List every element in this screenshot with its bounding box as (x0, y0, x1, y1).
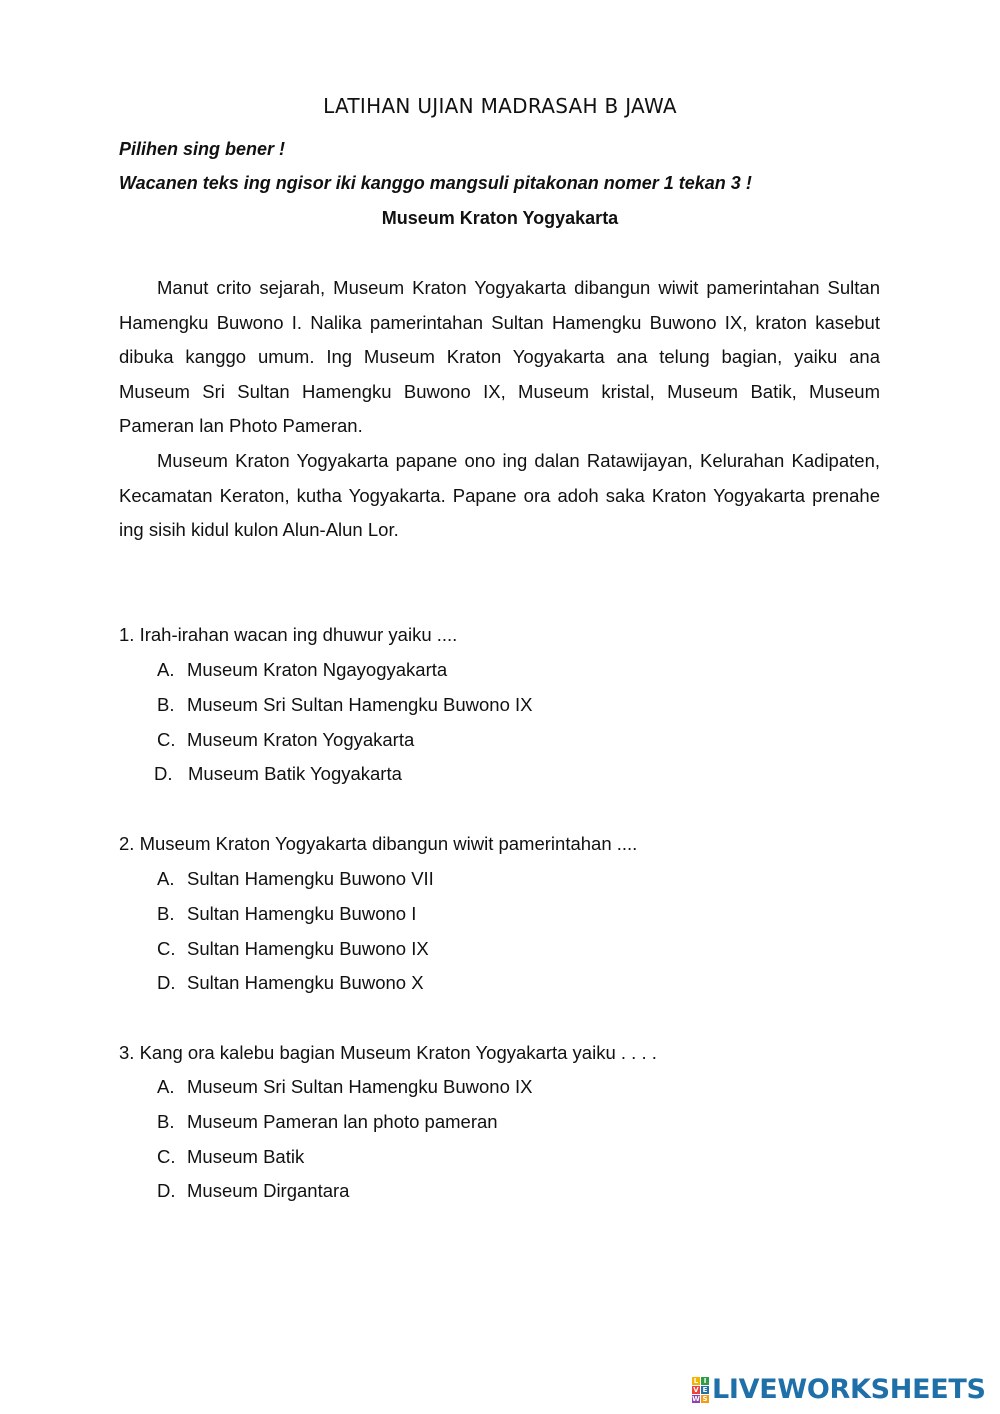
option-text: Museum Sri Sultan Hamengku Buwono IX (187, 1076, 533, 1097)
option-letter: D. (157, 972, 176, 994)
logo-cell: I (701, 1377, 709, 1385)
logo-cell: L (693, 1376, 699, 1385)
passage-paragraph: Museum Kraton Yogyakarta papane ono ing dalan Ratawijayan, Kelurahan Kadipaten, Kecamatan Keraton, kutha Yogyakarta. Papane ora adoh saka Kraton Yogyakarta prenahe ing sisih kidul kulon Alun-Alun Lor. (119, 450, 880, 540)
option-text: Sultan Hamengku Buwono VII (187, 868, 434, 889)
option-3c[interactable] (157, 1140, 533, 1175)
option-letter: A. (157, 868, 175, 889)
option-text: Museum Dirgantara (187, 1180, 350, 1202)
option-letter: D. (154, 763, 173, 785)
option-1d[interactable] (154, 757, 533, 792)
option-letter: A. (157, 659, 175, 680)
option-2c[interactable] (157, 932, 434, 967)
option-letter: C. (157, 937, 176, 959)
logo-cell: W (692, 1394, 700, 1403)
option-letter: B. (157, 1110, 175, 1132)
option-text: Museum Batik Yogyakarta (188, 763, 402, 785)
option-letter: B. (157, 902, 175, 924)
question-1-options (154, 653, 533, 792)
option-text: Sultan Hamengku Buwono I (187, 902, 417, 924)
option-text: Museum Batik (187, 1145, 305, 1167)
question-3: 3. Kang ora kalebu bagian Museum Kraton Yogyakarta yaiku . . . . (119, 1042, 657, 1063)
option-letter: B. (157, 693, 175, 715)
option-letter: D. (157, 1180, 176, 1202)
passage-paragraph: Manut crito sejarah, Museum Kraton Yogyakarta dibangun wiwit pamerintahan Sultan Hamengku Buwono I. Nalika pamerintahan Sultan Hamengku Buwono IX, kraton kasebut dibuka kanggo umum. Ing Museum Kraton Yogyakarta ana telung bagian, yaiku ana Museum Sri Sultan Hamengku Buwono IX, Museum kristal, Museum Batik, Museum Pameran lan Photo Pameran. (119, 277, 880, 436)
instruction-read: Wacanen teks ing ngisor iki kanggo mangsuli pitakonan nomer 1 tekan 3 ! (119, 173, 752, 193)
option-letter: C. (157, 728, 176, 750)
option-text: Sultan Hamengku Buwono IX (187, 937, 429, 959)
option-3a[interactable] (157, 1070, 533, 1105)
option-text: Museum Pameran lan photo pameran (187, 1110, 498, 1132)
option-1a[interactable] (157, 653, 533, 688)
option-2a[interactable] (157, 862, 434, 897)
logo-cell: E (702, 1385, 708, 1394)
option-1c[interactable] (157, 723, 533, 758)
instruction-choose: Pilihen sing bener ! (119, 139, 286, 159)
option-3d[interactable] (157, 1174, 533, 1209)
question-1: 1. Irah-irahan wacan ing dhuwur yaiku .... (119, 624, 458, 645)
option-2b[interactable] (157, 897, 434, 932)
logo-cell: V (693, 1385, 699, 1394)
option-text: Museum Sri Sultan Hamengku Buwono IX (187, 693, 533, 715)
option-3b[interactable] (157, 1105, 533, 1140)
option-1b[interactable] (157, 688, 533, 723)
option-text: Museum Kraton Yogyakarta (187, 728, 415, 750)
brand-name: LIVEWORKSHEETS (712, 1374, 986, 1405)
question-3-options (157, 1070, 533, 1209)
question-2-options (157, 862, 434, 1001)
question-2: 2. Museum Kraton Yogyakarta dibangun wiwit pamerintahan .... (119, 833, 638, 854)
option-text: Sultan Hamengku Buwono X (187, 972, 424, 994)
liveworksheets-logo[interactable] (692, 1374, 986, 1405)
page-title: LATIHAN UJIAN MADRASAH B JAWA (323, 94, 677, 118)
option-letter: A. (157, 1076, 175, 1097)
logo-cell: S (702, 1394, 708, 1403)
logo-mark-icon (692, 1377, 709, 1403)
option-letter: C. (157, 1145, 176, 1167)
passage-title: Museum Kraton Yogyakarta (381, 208, 619, 228)
option-2d[interactable] (157, 966, 434, 1001)
option-text: Museum Kraton Ngayogyakarta (187, 659, 448, 680)
